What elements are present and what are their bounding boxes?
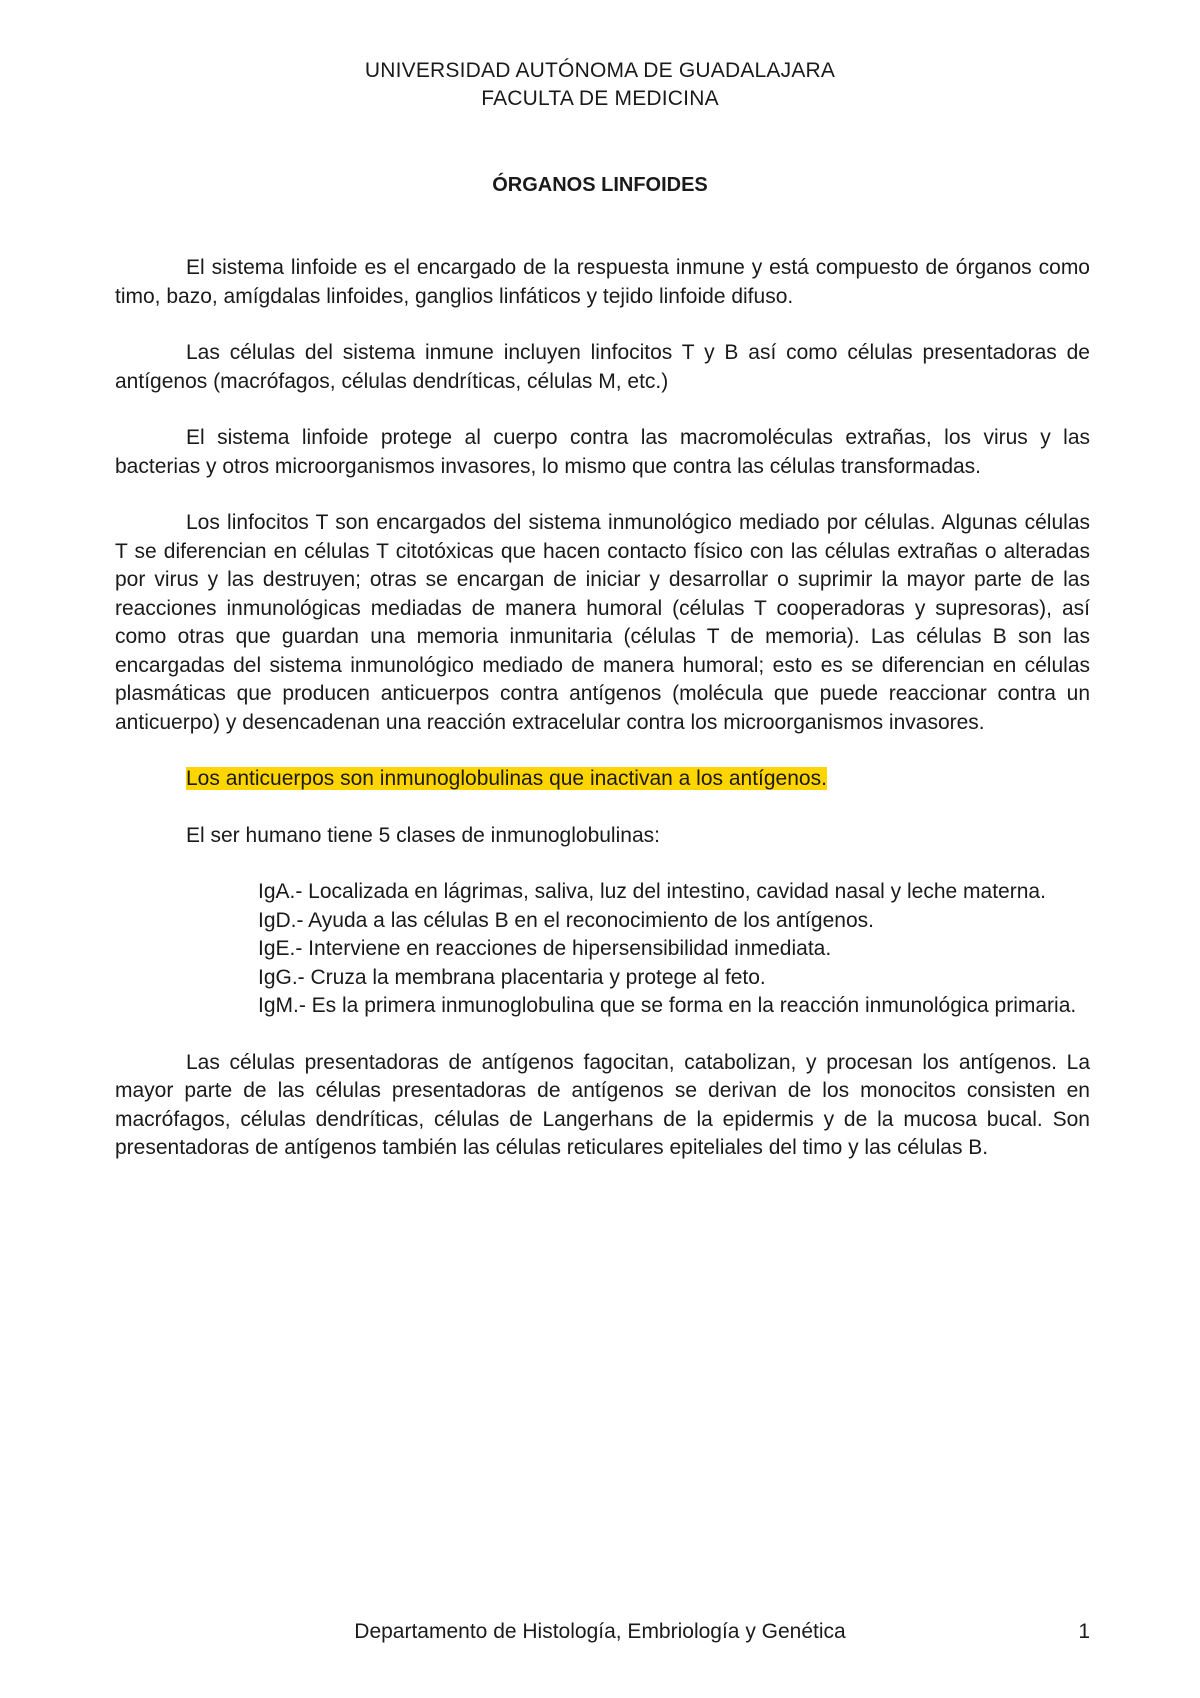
highlighted-paragraph (115, 765, 1090, 794)
faculty-name: FACULTA DE MEDICINA (481, 87, 719, 110)
footer-department: Departamento de Histología, Embriología y Genética (354, 1620, 846, 1643)
paragraph-lymphocytes: Los linfocitos T son encargados del sistema inmunológico mediado por células. Algunas células T se diferencian en células T citotóxicas que hacen contacto físico con las células extrañas o alteradas por virus y las destruyen; otras se encargan de iniciar y desarrollar o suprimir la mayor parte de las reacciones inmunológicas mediadas de manera humoral (células T cooperadoras y supresoras), así como otras que guardan una memoria inmunitaria (células T de memoria). Las células B son las encargadas del sistema inmunológico mediado de manera humoral; esto es se diferencian en células plasmáticas que producen anticuerpos contra antígenos (molécula que puede reaccionar contra un anticuerpo) y desencadenan una reacción extracelular contra los microorganismos invasores. (115, 511, 1090, 734)
document-header (0, 57, 1200, 113)
paragraph-immune-cells: Las células del sistema inmune incluyen linfocitos T y B así como células presentadoras de antígenos (macrófagos, células dendríticas, células M, etc.) (115, 341, 1090, 393)
list-item-igg: IgG.- Cruza la membrana placentaria y protege al feto. (258, 965, 766, 989)
paragraph-antigen-presenting-cells: Las células presentadoras de antígenos fagocitan, catabolizan, y procesan los antígenos. La mayor parte de las células presentadoras de antígenos se derivan de los monocitos consisten en macrófagos, células dendríticas, células de Langerhans de la epidermis y de la mucosa bucal. Son presentadoras de antígenos también las células reticulares epiteliales del timo y las células B. (115, 1050, 1090, 1159)
highlighted-text: Los anticuerpos son inmunoglobulinas que inactivan a los antígenos. (186, 767, 827, 790)
paragraph-classes-intro: El ser humano tiene 5 clases de inmunoglobulinas: (186, 823, 660, 847)
immunoglobulin-list (115, 878, 1090, 1021)
page-number: 1 (1078, 1620, 1090, 1643)
list-item-igd: IgD.- Ayuda a las células B en el reconocimiento de los antígenos. (258, 908, 874, 932)
university-name: UNIVERSIDAD AUTÓNOMA DE GUADALAJARA (364, 59, 836, 82)
document-title: ÓRGANOS LINFOIDES (492, 174, 708, 196)
document-body (115, 254, 1090, 1191)
paragraph-lymphoid-system: El sistema linfoide es el encargado de la respuesta inmune y está compuesto de órganos como timo, bazo, amígdalas linfoides, ganglios linfáticos y tejido linfoide difuso. (115, 256, 1090, 308)
list-item-igm: IgM.- Es la primera inmunoglobulina que se forma en la reacción inmunológica primaria. (258, 994, 1077, 1017)
list-item-ige: IgE.- Interviene en reacciones de hipersensibilidad inmediata. (258, 937, 832, 960)
paragraph-protection: El sistema linfoide protege al cuerpo contra las macromoléculas extrañas, los virus y las bacterias y otros microorganismos invasores, lo mismo que contra las células transformadas. (115, 426, 1090, 478)
list-item-iga: IgA.- Localizada en lágrimas, saliva, luz del intestino, cavidad nasal y leche materna. (258, 880, 1046, 903)
